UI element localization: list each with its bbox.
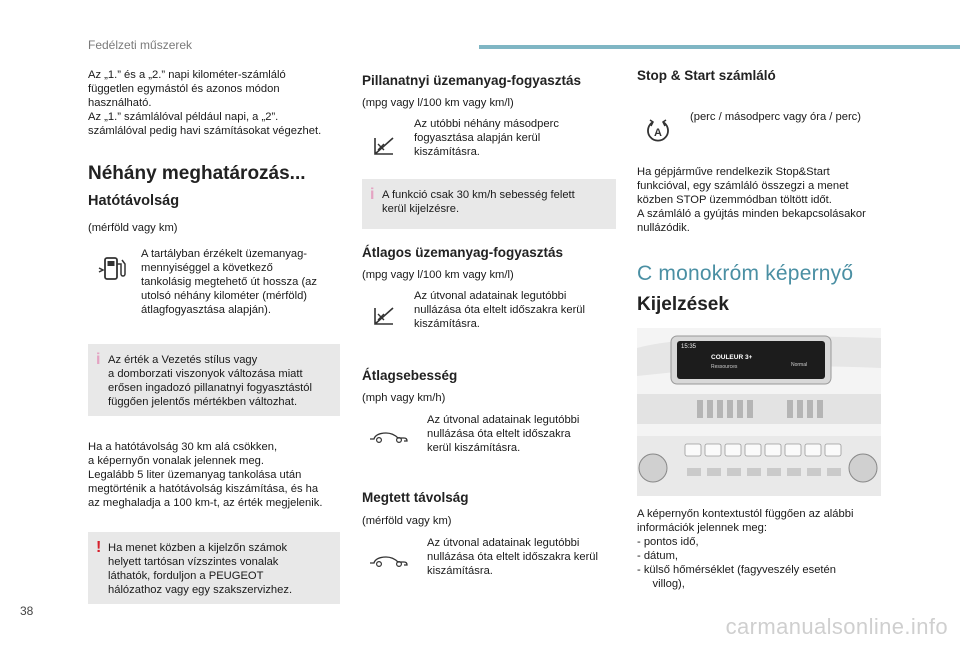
dashboard-illustration (637, 328, 881, 496)
page-number: 38 (20, 604, 34, 618)
section-header: Fedélzeti műszerek (88, 38, 193, 52)
displays-title: Kijelzések (637, 294, 729, 315)
car-distance-icon (368, 552, 412, 568)
distance-unit: (mérföld vagy km) (362, 515, 452, 527)
info-box-range: i Az érték a Vezetés stílus vagy a domborzati viszonyok változása miatt erősen ingadozó pillanatnyi fogyasztástól függően jelentős mértékben változhat. (88, 344, 340, 416)
intro-text: Az „1.” és a „2.” napi kilométer-számláló független egymástól és azonos módon használható. Az „1.” számlálóval például napi, a „2”. számlálóval pedig havi számításokat végezhet. (88, 69, 322, 137)
average-speed-title: Átlagsebesség (362, 368, 458, 383)
range-title: Hatótávolság (88, 193, 180, 209)
fuel-consumption-icon (372, 134, 396, 158)
range-note: Ha a hatótávolság 30 km alá csökken, a képernyőn vonalak jelennek meg. Legalább 5 liter üzemanyag tankolása után megtörténik a hatótávolság kiszámítása, és ha az meghaladja a 100 km-t, az érték megjelenik. (88, 441, 323, 509)
range-description: A tartályban érzékelt üzemanyag- mennyiséggel a következő tankolásig megtehető út hossza (az utolsó néhány kilométer (mérföld) átlagfogyasztása alapján). (141, 248, 317, 316)
stop-start-unit: (perc / másodperc vagy óra / perc) (690, 111, 861, 123)
fuel-pump-icon (97, 255, 129, 283)
warning-box: ! Ha menet közben a kijelzőn számok helyett tartósan vízszintes vonalak láthatók, forduljon a PEUGEOT hálózathoz vagy egy szakszervizhez. (88, 532, 340, 604)
range-unit: (mérföld vagy km) (88, 222, 178, 234)
info-icon: i (370, 186, 375, 203)
svg-text:A: A (654, 127, 662, 139)
watermark: carmanualsonline.info (725, 614, 948, 639)
car-speed-icon (368, 428, 412, 444)
instant-unit: (mpg vagy l/100 km vagy km/l) (362, 97, 514, 109)
distance-description: Az útvonal adatainak legutóbbi nullázása óta eltelt időszakra kerül kiszámításra. (427, 537, 599, 577)
warning-icon: ! (96, 539, 102, 556)
stop-start-description: Ha gépjárműve rendelkezik Stop&Start funkcióval, egy számláló összegzi a menet közben STOP üzemmódban töltött időt. A számláló a gyújtás minden bekapcsolásakor nullázódik. (637, 166, 866, 234)
header-accent-bar (479, 45, 960, 49)
speed-unit: (mph vagy km/h) (362, 392, 446, 404)
definitions-title: Néhány meghatározás... (88, 163, 306, 184)
stop-start-title: Stop & Start számláló (637, 68, 776, 83)
screen-label: COULEUR 3+ (711, 354, 753, 361)
info-box-instant: i A funkció csak 30 km/h sebesség felett kerül kijelzésre. (362, 179, 616, 229)
average-consumption-icon (372, 304, 396, 328)
stop-start-icon (645, 118, 671, 144)
info-icon: i (96, 351, 101, 368)
average-consumption-title: Átlagos üzemanyag-fogyasztás (362, 245, 564, 260)
average-unit: (mpg vagy l/100 km vagy km/l) (362, 269, 514, 281)
average-description: Az útvonal adatainak legutóbbi nullázása óta eltelt időszakra kerül kiszámításra. (414, 290, 586, 330)
instant-description: Az utóbbi néhány másodperc fogyasztása alapján kerül kiszámításra. (414, 118, 559, 158)
speed-description: Az útvonal adatainak legutóbbi nullázása óta eltelt időszakra kerül kiszámításra. (427, 414, 580, 454)
screen-station: Ressources (711, 364, 738, 370)
screen-mode: Normal (791, 362, 808, 368)
screen-time: 15:35 (681, 344, 697, 350)
displays-description: A képernyőn kontextustól függően az alábbi információk jelennek meg: - pontos idő, - dátum, - külső hőmérséklet (fagyveszély esetén villog), (637, 508, 854, 590)
instant-consumption-title: Pillanatnyi üzemanyag-fogyasztás (362, 73, 582, 88)
monochrome-screen-title: C monokróm képernyő (637, 262, 854, 285)
distance-title: Megtett távolság (362, 490, 469, 505)
